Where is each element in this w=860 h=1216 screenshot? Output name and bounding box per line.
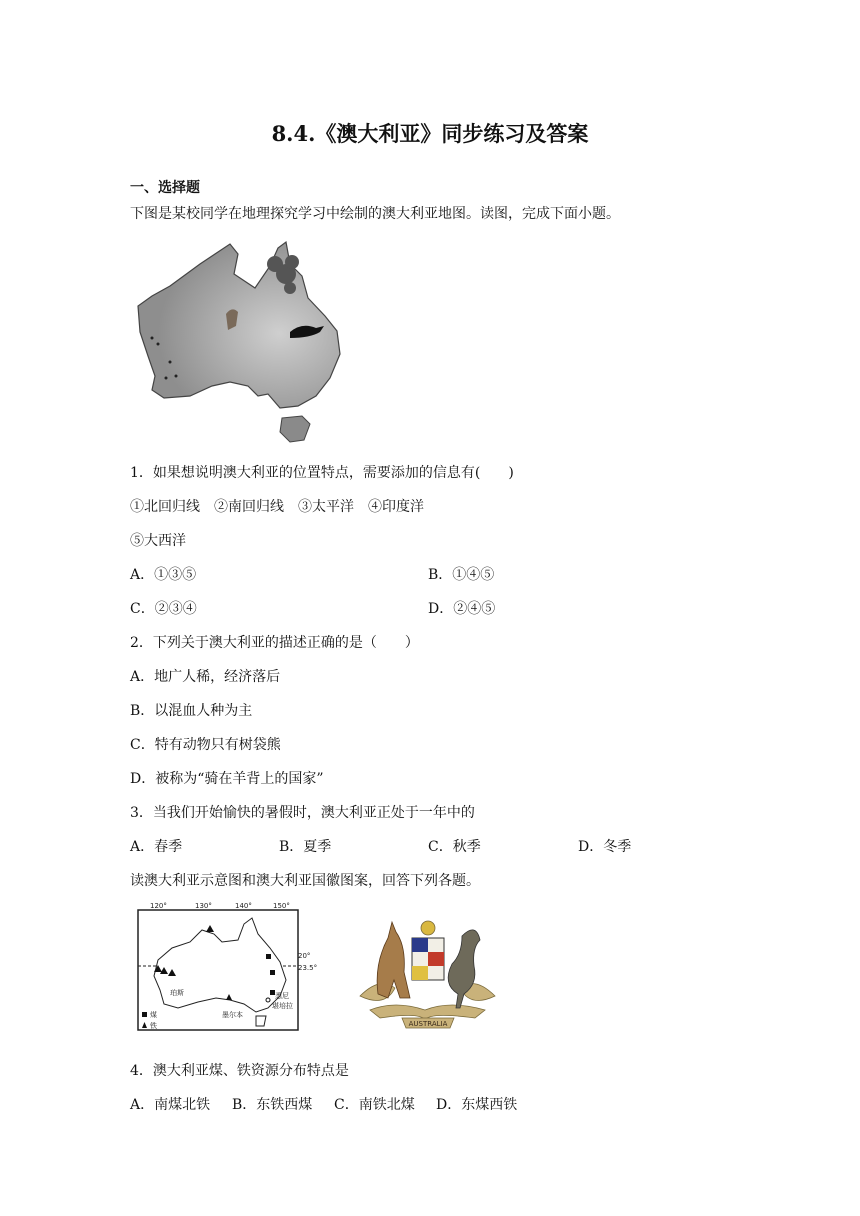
city-label: 悉尼	[275, 992, 289, 1000]
q1-statements-2: ⑤大西洋	[130, 533, 186, 549]
q1-option-b[interactable]: B．①④⑤	[428, 567, 495, 583]
q4-option-a[interactable]: A．南煤北铁	[130, 1097, 211, 1113]
q1-option-a[interactable]: A．①③⑤	[130, 567, 197, 583]
q3-option-d[interactable]: D．冬季	[578, 839, 632, 855]
q2-option-b[interactable]: B．以混血人种为主	[130, 703, 253, 719]
q4-stem: 4．澳大利亚煤、铁资源分布特点是	[130, 1063, 349, 1079]
q1-statements: ①北回归线 ②南回归线 ③太平洋 ④印度洋	[130, 499, 424, 515]
intro-text-1: 下图是某校同学在地理探究学习中绘制的澳大利亚地图。读图，完成下面小题。	[130, 206, 620, 222]
q2-option-c[interactable]: C．特有动物只有树袋熊	[130, 737, 281, 753]
q4-option-d[interactable]: D．东煤西铁	[436, 1097, 518, 1113]
lon-label: 130°	[195, 902, 212, 910]
q3-option-c[interactable]: C．秋季	[428, 839, 481, 855]
q2-stem: 2．下列关于澳大利亚的描述正确的是（ ）	[130, 635, 419, 651]
intro-text-2: 读澳大利亚示意图和澳大利亚国徽图案，回答下列各题。	[130, 873, 480, 889]
city-label: 珀斯	[170, 989, 184, 997]
australia-shaded-map	[130, 236, 350, 446]
document-title: 8.4.《澳大利亚》同步练习及答案	[271, 121, 589, 146]
emblem-scroll-text: AUSTRALIA	[408, 1020, 448, 1028]
lon-label: 120°	[150, 902, 167, 910]
lon-label: 140°	[235, 902, 252, 910]
q1-option-d[interactable]: D．②④⑤	[428, 601, 496, 617]
q4-option-b[interactable]: B．东铁西煤	[232, 1097, 313, 1113]
q3-option-b[interactable]: B．夏季	[279, 839, 332, 855]
q4-option-c[interactable]: C．南铁北煤	[334, 1097, 415, 1113]
city-label: 墨尔本	[222, 1011, 243, 1019]
lon-label: 150°	[273, 902, 290, 910]
q1-stem: 1．如果想说明澳大利亚的位置特点，需要添加的信息有( )	[130, 465, 514, 481]
q3-stem: 3．当我们开始愉快的暑假时，澳大利亚正处于一年中的	[130, 805, 475, 821]
australia-schematic-map	[130, 900, 318, 1035]
q1-option-c[interactable]: C．②③④	[130, 601, 197, 617]
australia-coat-of-arms	[350, 906, 505, 1033]
section-heading: 一、选择题	[130, 180, 200, 196]
q2-option-a[interactable]: A．地广人稀，经济落后	[130, 669, 281, 685]
q3-option-a[interactable]: A．春季	[130, 839, 183, 855]
city-label: 堪培拉	[272, 1002, 293, 1010]
legend-iron: 铁	[150, 1022, 157, 1030]
lat-label: 20°	[298, 952, 311, 960]
lat-label: 23.5°	[298, 964, 318, 972]
legend-coal: 煤	[150, 1011, 157, 1019]
q2-option-d[interactable]: D．被称为“骑在羊背上的国家”	[130, 771, 324, 787]
